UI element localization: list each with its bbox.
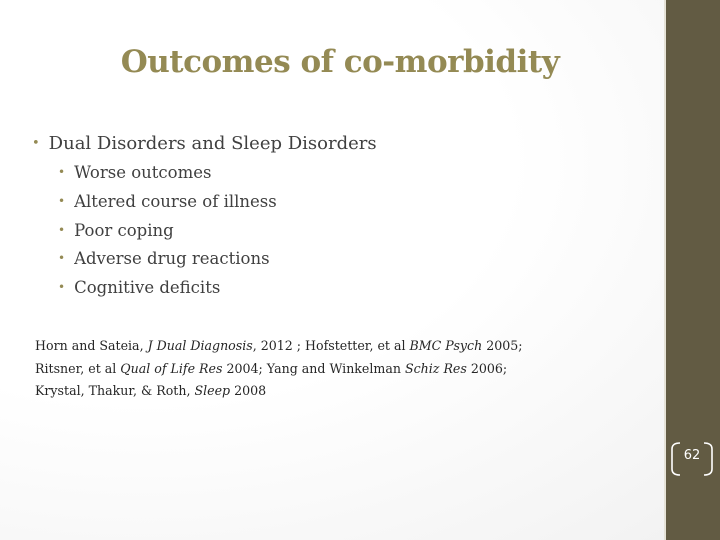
slide-title: Outcomes of co-morbidity — [120, 44, 560, 80]
bullet-dot-icon: • — [58, 165, 66, 179]
page-number: 62 — [683, 448, 701, 463]
sub-bullet: • Worse outcomes — [58, 163, 212, 182]
sub-bullet: • Altered course of illness — [58, 191, 277, 211]
reference-line-1: Horn and Sateia, J Dual Diagnosis, 2012 ; Hofstetter, et al BMC Psych 2005; — [35, 338, 523, 353]
main-bullet — [32, 133, 377, 154]
bullet-dot-icon: • — [58, 251, 66, 266]
bullet-dot-icon: • — [58, 280, 66, 295]
bullet-dot-icon: • — [58, 222, 66, 237]
bullet-dot-icon: • — [58, 193, 66, 208]
reference-line-3: Krystal, Thakur, & Roth, Sleep 2008 — [35, 383, 267, 398]
sub-bullet-list — [58, 163, 277, 307]
reference-line-2: Ritsner, et al Qual of Life Res 2004; Yang and Winkelman Schiz Res 2006; — [35, 360, 508, 376]
bullet-dot-icon: • — [32, 136, 40, 151]
sub-bullet: • Cognitive deficits — [58, 278, 221, 298]
sub-bullet: • Poor coping — [58, 220, 174, 240]
references — [35, 335, 595, 403]
main-bullet-text: Dual Disorders and Sleep Disorders — [48, 133, 377, 154]
sub-bullet: • Adverse drug reactions — [58, 249, 270, 269]
